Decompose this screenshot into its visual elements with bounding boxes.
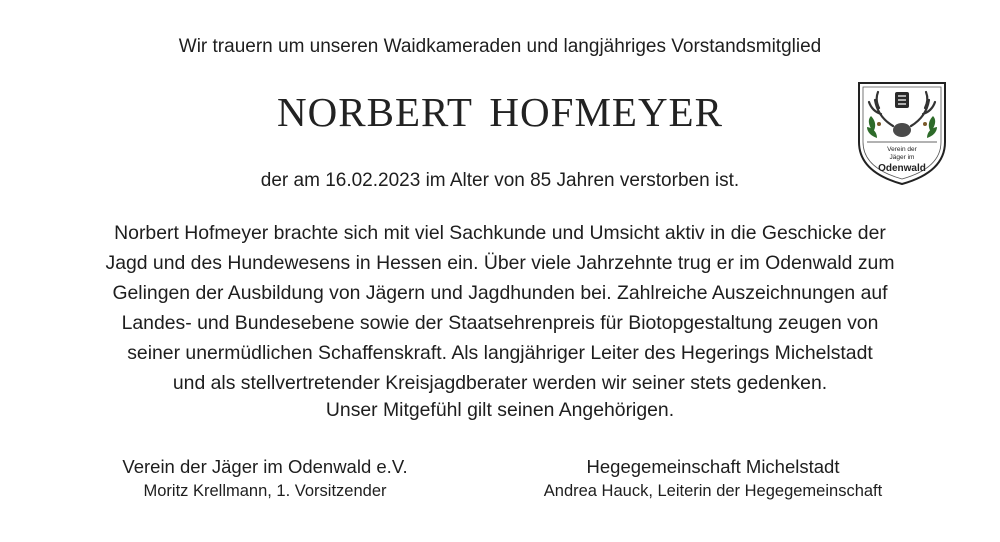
signature-organization: Verein der Jäger im Odenwald e.V. (122, 456, 408, 477)
crest-text-line: Verein der (887, 146, 917, 153)
signature-right (498, 454, 928, 502)
signature-organization: Hegegemeinschaft Michelstadt (586, 456, 840, 477)
crest-text-line: Jäger im (889, 154, 915, 161)
tribute-line: Norbert Hofmeyer brachte sich mit viel Sachkunde und Umsicht aktiv in die Geschicke der (114, 222, 886, 244)
tribute-line: und als stellvertretender Kreisjagdberater werden wir seiner stets gedenken. (172, 372, 828, 394)
tribute-line: Jagd und des Hundewesens in Hessen ein. Über viele Jahrzehnte trug er im Odenwald zum (105, 252, 895, 274)
signature-person: Andrea Hauck, Leiterin der Hegegemeinschaft (543, 482, 883, 500)
sympathy-line: Unser Mitgefühl gilt seinen Angehörigen. (325, 399, 675, 421)
crest-text-line: Odenwald (878, 163, 926, 174)
signature-left (45, 454, 485, 502)
tribute-line: Gelingen der Ausbildung von Jägern und Jagdhunden bei. Zahlreiche Auszeichnungen auf (112, 282, 888, 304)
intro-line: Wir trauern um unseren Waidkameraden und langjähriges Vorstandsmitglied (178, 36, 822, 57)
signature-person: Moritz Krellmann, 1. Vorsitzender (143, 482, 387, 500)
deceased-name: NORBERT HOFMEYER (277, 89, 723, 135)
tribute-line: seiner unermüdlichen Schaffenskraft. Als langjähriger Leiter des Hegerings Michelstadt (127, 342, 873, 364)
death-date-line: der am 16.02.2023 im Alter von 85 Jahren verstorben ist. (260, 170, 740, 191)
hunting-club-crest-icon (855, 80, 949, 186)
tribute-text (0, 218, 1000, 398)
tribute-line: Landes- und Bundesebene sowie der Staatsehrenpreis für Biotopgestaltung zeugen von (121, 312, 879, 334)
